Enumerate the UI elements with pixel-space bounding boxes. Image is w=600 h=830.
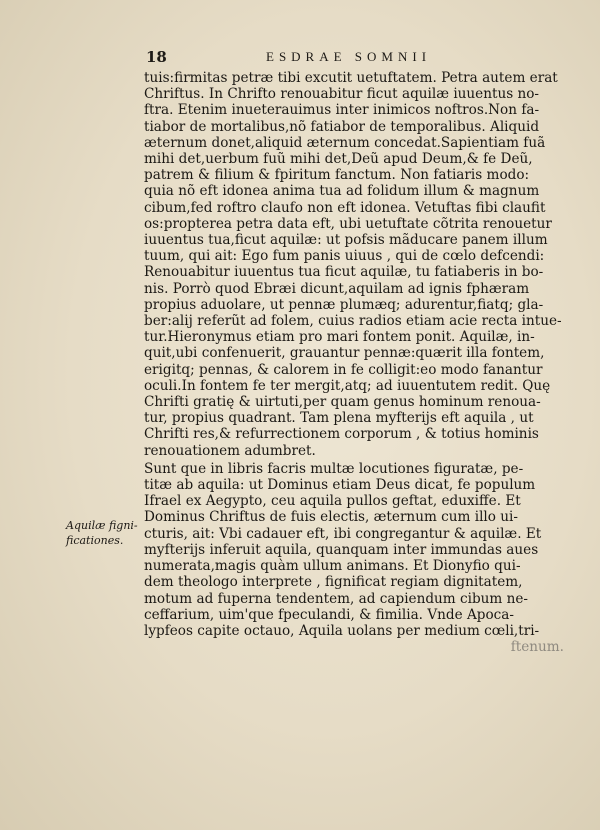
- page-header: [146, 48, 526, 68]
- text-line: cturis, ait: Vbi cadauer eft, ibi congregantur & aquilæ. Et: [144, 525, 542, 542]
- text-line: Dominus Chriftus de fuis electis, æternum cum illo ui-: [144, 509, 518, 526]
- margin-note-line: Aquilæ figni-: [66, 519, 138, 532]
- text-line: dem theologo interprete , fignificat regiam dignitatem,: [144, 574, 523, 591]
- text-line: cibum,fed roftro claufo non eft idonea. Vetuftas fibi claufit: [144, 199, 546, 216]
- text-line: quit,ubi confenuerit, grauantur pennæ:quærit illa fontem,: [144, 345, 545, 362]
- text-line: mihi det,uerbum fuũ mihi det,Deũ apud Deum,& fe Deũ,: [144, 151, 533, 168]
- text-line: oculi.In fontem fe ter mergit,atq; ad iuuentutem redit. Quę: [144, 377, 551, 394]
- text-line: iuuentus tua,ficut aquilæ: ut pofsis mãducare panem illum: [144, 232, 548, 249]
- text-line: tur, propius quadrant. Tam plena myfterijs eft aquila , ut: [144, 410, 534, 427]
- text-line: Chriftus. In Chrifto renouabitur ficut aquilæ iuuentus no-: [144, 86, 540, 103]
- margin-note-line: ficationes.: [66, 534, 124, 547]
- text-line: motum ad fuperna tendentem, ad capiendum cibum ne-: [144, 590, 529, 607]
- text-line: ceffarium, uim'que fpeculandi, & fimilia. Vnde Apoca-: [144, 606, 514, 623]
- text-line: propius aduolare, ut pennæ plumæq; adurentur,fiatq; gla-: [144, 296, 544, 313]
- text-line: Ifrael ex Aegypto, ceu aquila pullos geftat, eduxiffe. Et: [144, 493, 521, 510]
- text-line: ftra. Etenim inueterauimus inter inimicos noftros.Non fa-: [144, 102, 540, 119]
- text-line: myfterijs inferuit aquila, quanquam inter immundas aues: [144, 541, 539, 558]
- text-line: Sunt que in libris facris multæ locutiones figuratæ, pe-: [144, 460, 524, 477]
- text-line: nis. Porrò quod Ebræi dicunt,aquilam ad ignis fphæram: [144, 280, 530, 297]
- text-line: titæ ab aquila: ut Dominus etiam Deus dicat, fe populum: [144, 477, 536, 494]
- catchword: ftenum.: [510, 639, 564, 656]
- running-title: ESDRAE SOMNII: [266, 49, 432, 64]
- text-line: quia nõ eft idonea anima tua ad folidum illum & magnum: [144, 183, 540, 200]
- text-line: tiabor de mortalibus,nõ fatiabor de temporalibus. Aliquid: [144, 118, 540, 135]
- text-line: tur.Hieronymus etiam pro mari fontem ponit. Aquilæ, in-: [144, 329, 535, 346]
- paragraph-2: [144, 461, 564, 655]
- text-line: renouationem adumbret.: [144, 442, 316, 459]
- text-line: Renouabitur iuuentus tua ficut aquilæ, tu fatiaberis in bo-: [144, 264, 544, 281]
- paragraph-1: [144, 70, 564, 459]
- text-line: tuum, qui ait: Ego fum panis uiuus , qui de cœlo defcendi:: [144, 248, 545, 265]
- text-line: patrem & filium & fpiritum fanctum. Non fatiaris modo:: [144, 167, 530, 184]
- text-line: Chrifti res,& refurrectionem corporum , & totius hominis: [144, 426, 539, 443]
- page-number: 18: [146, 48, 167, 66]
- text-line: numerata,magis quàm ullum animans. Et Dionyfio qui-: [144, 558, 521, 575]
- text-line: erigitq; pennas, & calorem in fe colligit:eo modo fanantur: [144, 361, 543, 378]
- text-line: ber:alij referũt ad folem, cuius radios etiam acie recta intue-: [144, 313, 562, 330]
- margin-note: [66, 518, 140, 548]
- text-line: Chrifti gratię & uirtuti,per quam genus hominum renoua-: [144, 394, 541, 411]
- text-line: os:propterea petra data eft, ubi uetuftate cõtrita renouetur: [144, 215, 552, 232]
- text-line: tuis:firmitas petræ tibi excutit uetuftatem. Petra autem erat: [144, 70, 558, 86]
- text-line: lypfeos capite octauo, Aquila uolans per medium cœli,tri-: [144, 622, 540, 639]
- text-line: æternum donet,aliquid æternum concedat.Sapientiam fuã: [144, 134, 546, 151]
- body-text: [144, 70, 564, 655]
